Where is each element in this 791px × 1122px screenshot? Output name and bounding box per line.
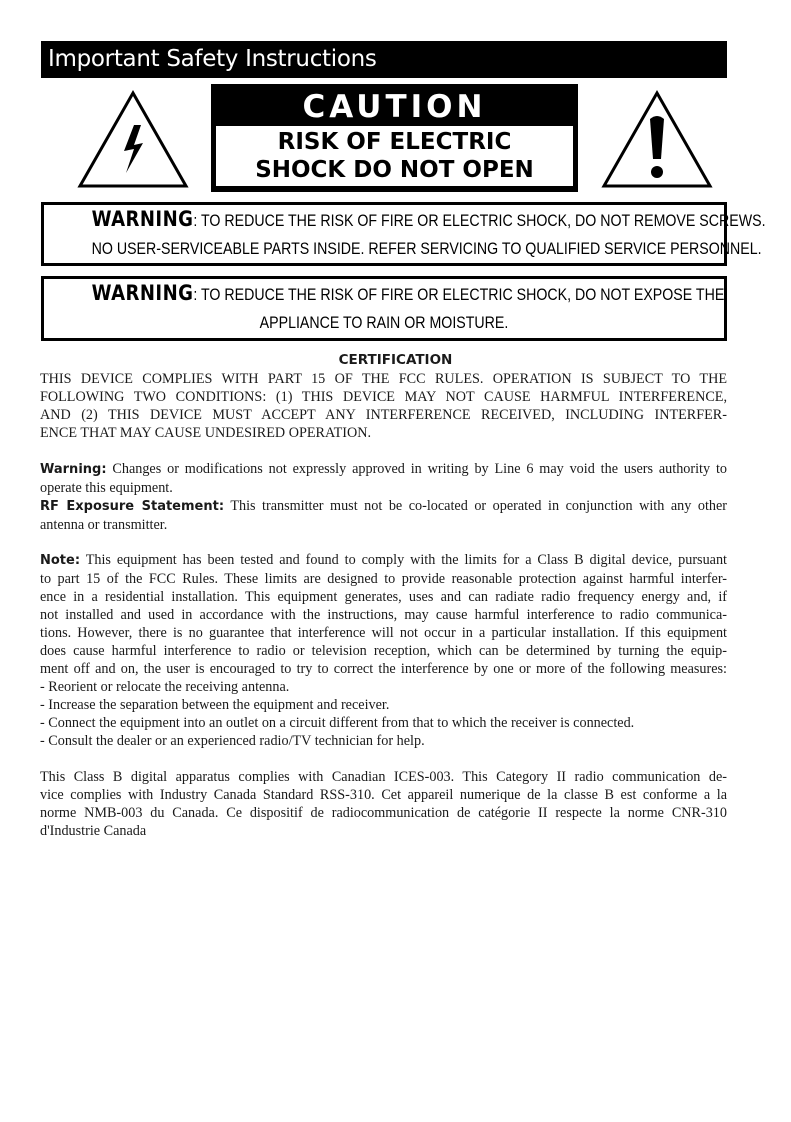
warning-text: : TO REDUCE THE RISK OF FIRE OR ELECTRIC SHOCK, DO NOT EXPOSE THE xyxy=(193,286,725,304)
note-text: This equipment has been tested and found to comply with the limits for a Class B digital device, pursuant xyxy=(80,552,727,568)
warning-note-line-1 xyxy=(40,460,727,479)
rf-line-2: antenna or transmitter. xyxy=(40,517,168,533)
warning-note-text: Changes or modifications not expressly approved in writing by Line 6 may void the users authority to xyxy=(106,461,727,477)
measure-item: - Increase the separation between the equipment and receiver. xyxy=(40,697,390,713)
warning-note-label: Warning: xyxy=(40,462,107,477)
lightning-bolt-warning-icon xyxy=(76,89,190,189)
canada-compliance xyxy=(40,768,727,840)
warning-note-line-2: operate this equipment. xyxy=(40,480,173,496)
canada-line: d'Industrie Canada xyxy=(40,823,147,839)
canada-line: vice complies with Industry Canada Standard RSS-310. Cet appareil numerique de la classe B est conforme a la xyxy=(40,787,727,803)
warning-note xyxy=(40,460,727,497)
certification-text xyxy=(40,370,727,442)
caution-line-2: SHOCK DO NOT OPEN xyxy=(255,157,534,183)
rf-label: RF Exposure Statement: xyxy=(40,499,225,514)
warning-line-2: NO USER-SERVICEABLE PARTS INSIDE. REFER SERVICING TO QUALIFIED SERVICE PERSONNEL. xyxy=(91,240,762,258)
note-line: does cause harmful interference to radio or television reception, which can be determined by turning the equip- xyxy=(40,643,727,659)
warning-line-2: APPLIANCE TO RAIN OR MOISTURE. xyxy=(259,314,509,332)
canada-line: norme NMB-003 du Canada. Ce dispositif de radiocommunication de catégorie II respecte la norme CNR-310 xyxy=(40,805,727,821)
fcc-note xyxy=(40,551,727,750)
warning-box-screws xyxy=(41,202,766,266)
warning-line-1 xyxy=(91,279,725,309)
exclamation-warning-icon xyxy=(600,89,714,189)
caution-line-1: RISK OF ELECTRIC xyxy=(277,129,512,155)
note-line: tions. However, there is no guarantee that interference will not occur in a particular installation. If this equipment xyxy=(40,625,727,641)
caution-label xyxy=(211,84,578,192)
canada-line: This Class B digital apparatus complies with Canadian ICES-003. This Category II radio communication de- xyxy=(40,769,727,785)
warning-label: WARNING xyxy=(91,281,194,305)
note-label: Note: xyxy=(40,553,81,568)
note-line: ence in a residential installation. This equipment generates, uses and can radiate radio frequency energy and, if xyxy=(40,589,727,605)
warning-box-moisture xyxy=(41,276,727,341)
page-title: Important Safety Instructions xyxy=(41,41,727,78)
note-line: not installed and used in accordance with the instructions, may cause harmful interference to radio communica- xyxy=(40,607,727,623)
measure-item: - Connect the equipment into an outlet on a circuit different from that to which the receiver is connected. xyxy=(40,715,635,731)
certification-line: THIS DEVICE COMPLIES WITH PART 15 OF THE FCC RULES. OPERATION IS SUBJECT TO THE xyxy=(40,371,727,387)
warning-line-1 xyxy=(91,205,766,235)
rf-text: This transmitter must not be co-located or operated in conjunction with any other xyxy=(224,498,728,514)
measure-item: - Reorient or relocate the receiving antenna. xyxy=(40,679,290,695)
rf-exposure-statement xyxy=(40,497,727,534)
certification-heading: CERTIFICATION xyxy=(338,352,453,368)
caution-message xyxy=(216,126,573,186)
certification-line: ENCE THAT MAY CAUSE UNDESIRED OPERATION. xyxy=(40,425,372,441)
note-line: to part 15 of the FCC Rules. These limits are designed to provide reasonable protection against harmful interfer- xyxy=(40,571,727,587)
warning-text: : TO REDUCE THE RISK OF FIRE OR ELECTRIC SHOCK, DO NOT REMOVE SCREWS. xyxy=(193,212,766,230)
warning-label: WARNING xyxy=(91,207,194,231)
certification-line: FOLLOWING TWO CONDITIONS: (1) THIS DEVICE MAY NOT CAUSE HARMFUL INTERFERENCE, xyxy=(40,389,727,405)
certification-line: AND (2) THIS DEVICE MUST ACCEPT ANY INTERFERENCE RECEIVED, INCLUDING INTERFER- xyxy=(40,407,727,423)
rf-line-1 xyxy=(40,497,727,516)
note-line xyxy=(40,551,727,570)
caution-title: CAUTION xyxy=(302,89,487,125)
measure-item: - Consult the dealer or an experienced radio/TV technician for help. xyxy=(40,733,425,749)
note-line: ment off and on, the user is encouraged to try to correct the interference by one or more of the following measures: xyxy=(40,661,727,677)
